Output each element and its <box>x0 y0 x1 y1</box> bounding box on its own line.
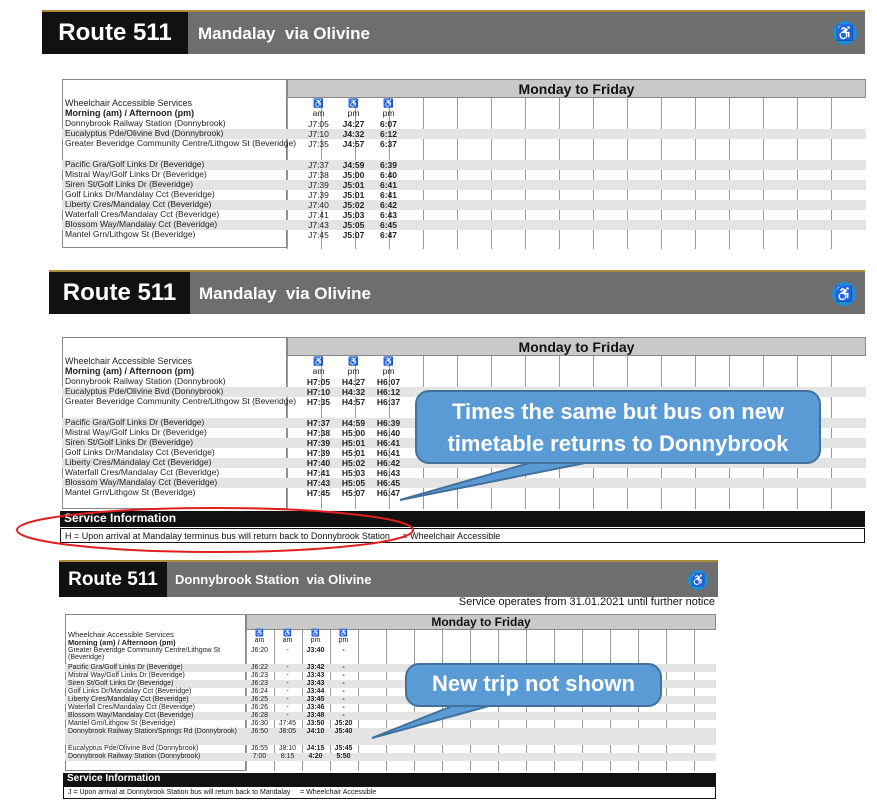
stop-name: Donnybrook Railway Station (Donnybrook) <box>65 118 226 128</box>
stop-name: Liberty Cres/Mandalay Cct (Beveridge) <box>65 457 212 467</box>
stop-name: Eucalyptus Pde/Olivine Bvd (Donnybrook) <box>65 128 224 138</box>
callout-pointer <box>400 460 600 500</box>
time-cell: - <box>286 672 289 679</box>
wheelchair-icon: ♿ <box>688 570 708 590</box>
time-cell: J4:57 <box>342 139 365 149</box>
time-cell: - <box>286 696 289 703</box>
time-cell: J4:27 <box>342 119 365 129</box>
time-cell: J4:59 <box>342 160 365 170</box>
time-cell: J8:10 <box>278 745 297 752</box>
stop-name: Mantel Grn/Lithgow St (Beveridge) <box>65 487 196 497</box>
time-cell: J6:20 <box>250 647 269 654</box>
time-cell: - <box>342 664 345 671</box>
time-cell: J3:43 <box>306 680 325 687</box>
time-cell: J6:24 <box>250 688 269 695</box>
time-cell: J7:45 <box>308 230 329 240</box>
time-cell: J8:05 <box>278 728 297 735</box>
period-label: Morning (am) / Afternoon (pm) <box>65 366 195 376</box>
wheelchair-icon: ♿ <box>311 630 320 637</box>
time-cell: H6:47 <box>376 488 401 498</box>
time-cell: J7:41 <box>308 210 329 220</box>
time-cell: - <box>286 680 289 687</box>
time-cell: J5:00 <box>342 170 365 180</box>
days-heading: Monday to Friday <box>246 614 716 630</box>
wheelchair-icon: ♿ <box>283 630 292 637</box>
time-cell: J6:28 <box>250 712 269 719</box>
time-cell: H4:59 <box>341 418 366 428</box>
stop-name: Liberty Cres/Mandalay Cct (Beveridge) <box>68 696 189 703</box>
time-cell: - <box>342 680 345 687</box>
time-cell: J6:23 <box>250 672 269 679</box>
time-cell: H6:43 <box>376 468 401 478</box>
time-cell: J5:02 <box>342 200 365 210</box>
stop-name: Golf Links Dr/Mandalay Cct (Beveridge) <box>68 688 192 695</box>
time-cell: J7:43 <box>308 220 329 230</box>
time-cell: 7:00 <box>252 753 267 760</box>
wheelchair-icon: ♿ <box>383 98 394 108</box>
time-cell: J5:03 <box>342 210 365 220</box>
callout-new-trip: New trip not shown <box>405 663 662 707</box>
wheelchair-icon: ♿ <box>339 630 348 637</box>
stop-name: Pacific Gra/Golf Links Dr (Beveridge) <box>65 159 205 169</box>
service-information-title: Service Information <box>60 511 865 527</box>
stop-name: Waterfall Cres/Mandalay Cct (Beveridge) <box>65 467 220 477</box>
time-cell: J3:44 <box>306 688 325 695</box>
time-cell: - <box>286 647 289 654</box>
days-heading: Monday to Friday <box>287 79 866 98</box>
time-cell: J3:50 <box>306 720 325 727</box>
time-cell: J3:40 <box>306 647 325 654</box>
time-cell: J3:48 <box>306 712 325 719</box>
time-cell: J6:55 <box>250 745 269 752</box>
stop-name: Donnybrook Railway Station (Donnybrook) <box>68 753 201 760</box>
stop-name: Golf Links Dr/Mandalay Cct (Beveridge) <box>65 189 215 199</box>
route-destination: Mandalay via Olivine <box>198 24 370 43</box>
wheelchair-services-label: Wheelchair Accessible Services <box>65 356 193 366</box>
time-cell: 6:41 <box>379 190 397 200</box>
route-destination: Donnybrook Station via Olivine <box>175 572 372 587</box>
time-cell: H4:57 <box>341 397 366 407</box>
time-cell: H7:41 <box>306 468 331 478</box>
time-cell: 6:07 <box>379 119 397 129</box>
time-cell: H7:39 <box>306 438 331 448</box>
time-cell: H6:45 <box>376 478 401 488</box>
wheelchair-icon: ♿ <box>313 98 324 108</box>
time-cell: J6:23 <box>250 680 269 687</box>
time-cell: H7:39 <box>306 448 331 458</box>
time-cell: J7:38 <box>308 170 329 180</box>
route-number: Route 511 <box>49 272 190 314</box>
time-cell: J5:40 <box>334 728 353 735</box>
time-cell: - <box>286 704 289 711</box>
stop-name: Mantel Grn/Lithgow St (Beveridge) <box>65 229 196 239</box>
time-cell: H7:35 <box>306 397 331 407</box>
period-label: Morning (am) / Afternoon (pm) <box>65 108 195 118</box>
time-cell: J7:37 <box>308 160 329 170</box>
wheelchair-services-label: Wheelchair Accessible Services <box>68 630 174 639</box>
time-cell: H4:27 <box>341 377 366 387</box>
time-cell: H6:41 <box>376 448 401 458</box>
service-information-title: Service Information <box>63 773 716 786</box>
stop-name: Mantel Grn/Lithgow St (Beveridge) <box>68 720 176 727</box>
stop-name: Siren St/Golf Links Dr (Beveridge) <box>65 179 194 189</box>
wheelchair-icon: ♿ <box>832 282 856 306</box>
days-heading: Monday to Friday <box>287 337 866 356</box>
time-cell: - <box>342 688 345 695</box>
time-cell: 6:39 <box>379 160 397 170</box>
time-cell: - <box>286 664 289 671</box>
time-cell: J6:25 <box>250 696 269 703</box>
time-cell: J4:32 <box>342 129 365 139</box>
stop-name: Mistral Way/Golf Links Dr (Beveridge) <box>65 169 207 179</box>
stop-name: Blossom Way/Mandalay Cct (Beveridge) <box>65 219 218 229</box>
period-label: Morning (am) / Afternoon (pm) <box>68 638 176 647</box>
time-cell: H6:39 <box>376 418 401 428</box>
column-head: pm <box>347 366 360 376</box>
time-cell: H5:01 <box>341 448 366 458</box>
time-cell: H6:42 <box>376 458 401 468</box>
time-cell: - <box>342 712 345 719</box>
time-cell: H7:40 <box>306 458 331 468</box>
stop-name: Greater Beveridge Community Centre/Lithgow St (Beveridge) <box>65 138 297 148</box>
time-cell: J5:05 <box>342 220 365 230</box>
stop-name: Golf Links Dr/Mandalay Cct (Beveridge) <box>65 447 215 457</box>
time-cell: - <box>342 647 345 654</box>
time-cell: J7:05 <box>308 119 329 129</box>
time-cell: H6:41 <box>376 438 401 448</box>
time-cell: J6:50 <box>250 728 269 735</box>
time-cell: J3:42 <box>306 664 325 671</box>
column-head: am <box>254 637 265 644</box>
time-cell: J6:22 <box>250 664 269 671</box>
column-head: am <box>312 366 325 376</box>
time-cell: 8:15 <box>280 753 295 760</box>
time-cell: H6:40 <box>376 428 401 438</box>
time-cell: - <box>286 688 289 695</box>
time-cell: J5:01 <box>342 180 365 190</box>
time-cell: J6:30 <box>250 720 269 727</box>
time-cell: J6:26 <box>250 704 269 711</box>
time-cell: H5:07 <box>341 488 366 498</box>
time-cell: J3:46 <box>306 704 325 711</box>
time-cell: 4:20 <box>308 753 323 760</box>
stop-name: Blossom Way/Mandalay Cct (Beveridge) <box>68 712 194 719</box>
stop-name: Siren St/Golf Links Dr (Beveridge) <box>68 680 174 687</box>
time-cell: H6:37 <box>376 397 401 407</box>
service-information-text: J = Upon arrival at Donnybrook Station bus will return back to Mandalay = Wheelchair Accessible <box>63 786 716 799</box>
time-cell: H5:03 <box>341 468 366 478</box>
column-head: pm <box>382 366 395 376</box>
callout-same-times: Times the same but bus on new timetable returns to Donnybrook <box>415 390 821 464</box>
route-destination: Mandalay via Olivine <box>199 284 371 303</box>
column-head: am <box>282 637 293 644</box>
stop-name: Mistral Way/Golf Links Dr (Beveridge) <box>68 672 185 679</box>
column-head: pm <box>382 108 395 118</box>
time-cell: J7:39 <box>308 190 329 200</box>
stop-name: Waterfall Cres/Mandalay Cct (Beveridge) <box>65 209 220 219</box>
time-cell: H5:01 <box>341 438 366 448</box>
column-head: pm <box>338 637 349 644</box>
wheelchair-icon: ♿ <box>348 98 359 108</box>
route-number: Route 511 <box>42 12 188 54</box>
time-cell: - <box>342 704 345 711</box>
time-cell: J4:10 <box>306 728 325 735</box>
time-cell: J3:43 <box>306 672 325 679</box>
stop-name: Greater Beveridge Community Centre/Lithgow St (Beveridge) <box>68 647 221 662</box>
time-cell: H6:12 <box>376 387 401 397</box>
time-cell: J7:39 <box>308 180 329 190</box>
stop-name: Blossom Way/Mandalay Cct (Beveridge) <box>65 477 218 487</box>
time-cell: 6:40 <box>379 170 397 180</box>
time-cell: H5:05 <box>341 478 366 488</box>
time-cell: J7:45 <box>278 720 297 727</box>
time-cell: 6:12 <box>379 129 397 139</box>
wheelchair-services-label: Wheelchair Accessible Services <box>65 98 193 108</box>
stop-name: Greater Beveridge Community Centre/Lithgow St (Beveridge) <box>65 396 297 406</box>
time-cell: H7:37 <box>306 418 331 428</box>
time-cell: J7:35 <box>308 139 329 149</box>
stop-name: Pacific Gra/Golf Links Dr (Beveridge) <box>65 417 205 427</box>
wheelchair-icon: ♿ <box>833 21 857 45</box>
time-cell: H7:05 <box>306 377 331 387</box>
stop-name: Eucalyptus Pde/Olivine Bvd (Donnybrook) <box>68 745 199 752</box>
time-cell: - <box>342 672 345 679</box>
stop-name: Siren St/Golf Links Dr (Beveridge) <box>65 437 194 447</box>
time-cell: H7:10 <box>306 387 331 397</box>
time-cell: 6:42 <box>379 200 397 210</box>
time-cell: - <box>286 712 289 719</box>
time-cell: 6:45 <box>379 220 397 230</box>
time-cell: J7:10 <box>308 129 329 139</box>
stop-name: Donnybrook Railway Station (Donnybrook) <box>65 376 226 386</box>
time-cell: J5:20 <box>334 720 353 727</box>
time-cell: 5:50 <box>336 753 351 760</box>
highlight-ellipse <box>17 508 413 552</box>
time-cell: J5:01 <box>342 190 365 200</box>
stop-name: Eucalyptus Pde/Olivine Bvd (Donnybrook) <box>65 386 224 396</box>
time-cell: 6:41 <box>379 180 397 190</box>
time-cell: H5:00 <box>341 428 366 438</box>
service-information-text: H = Upon arrival at Mandalay terminus bus will return back to Donnybrook Station = Wheelchair Accessible <box>60 528 865 543</box>
time-cell: H7:43 <box>306 478 331 488</box>
wheelchair-icon: ♿ <box>383 356 394 366</box>
time-cell: J3:45 <box>306 696 325 703</box>
time-cell: H4:32 <box>341 387 366 397</box>
column-head: am <box>312 108 325 118</box>
time-cell: J5:07 <box>342 230 365 240</box>
time-cell: - <box>342 696 345 703</box>
callout-pointer <box>372 703 500 738</box>
time-cell: 6:43 <box>379 210 397 220</box>
column-head: pm <box>310 637 321 644</box>
time-cell: H5:02 <box>341 458 366 468</box>
service-dates: Service operates from 31.01.2021 until further notice <box>458 596 715 608</box>
time-cell: H7:38 <box>306 428 331 438</box>
wheelchair-icon: ♿ <box>255 630 264 637</box>
stop-name: Waterfall Cres/Mandalay Cct (Beveridge) <box>68 704 195 711</box>
time-cell: 6:37 <box>379 139 397 149</box>
column-head: pm <box>347 108 360 118</box>
stop-name: Liberty Cres/Mandalay Cct (Beveridge) <box>65 199 212 209</box>
time-cell: J4:15 <box>306 745 325 752</box>
wheelchair-icon: ♿ <box>348 356 359 366</box>
wheelchair-icon: ♿ <box>313 356 324 366</box>
stop-name: Mistral Way/Golf Links Dr (Beveridge) <box>65 427 207 437</box>
time-cell: J7:40 <box>308 200 329 210</box>
time-cell: H7:45 <box>306 488 331 498</box>
time-cell: H6:07 <box>376 377 401 387</box>
time-cell: 6:47 <box>379 230 397 240</box>
route-number: Route 511 <box>59 562 167 597</box>
stop-name: Donnybrook Railway Station/Springs Rd (Donnybrook) <box>68 728 237 735</box>
time-cell: J5:45 <box>334 745 353 752</box>
stop-name: Pacific Gra/Golf Links Dr (Beveridge) <box>68 664 183 671</box>
